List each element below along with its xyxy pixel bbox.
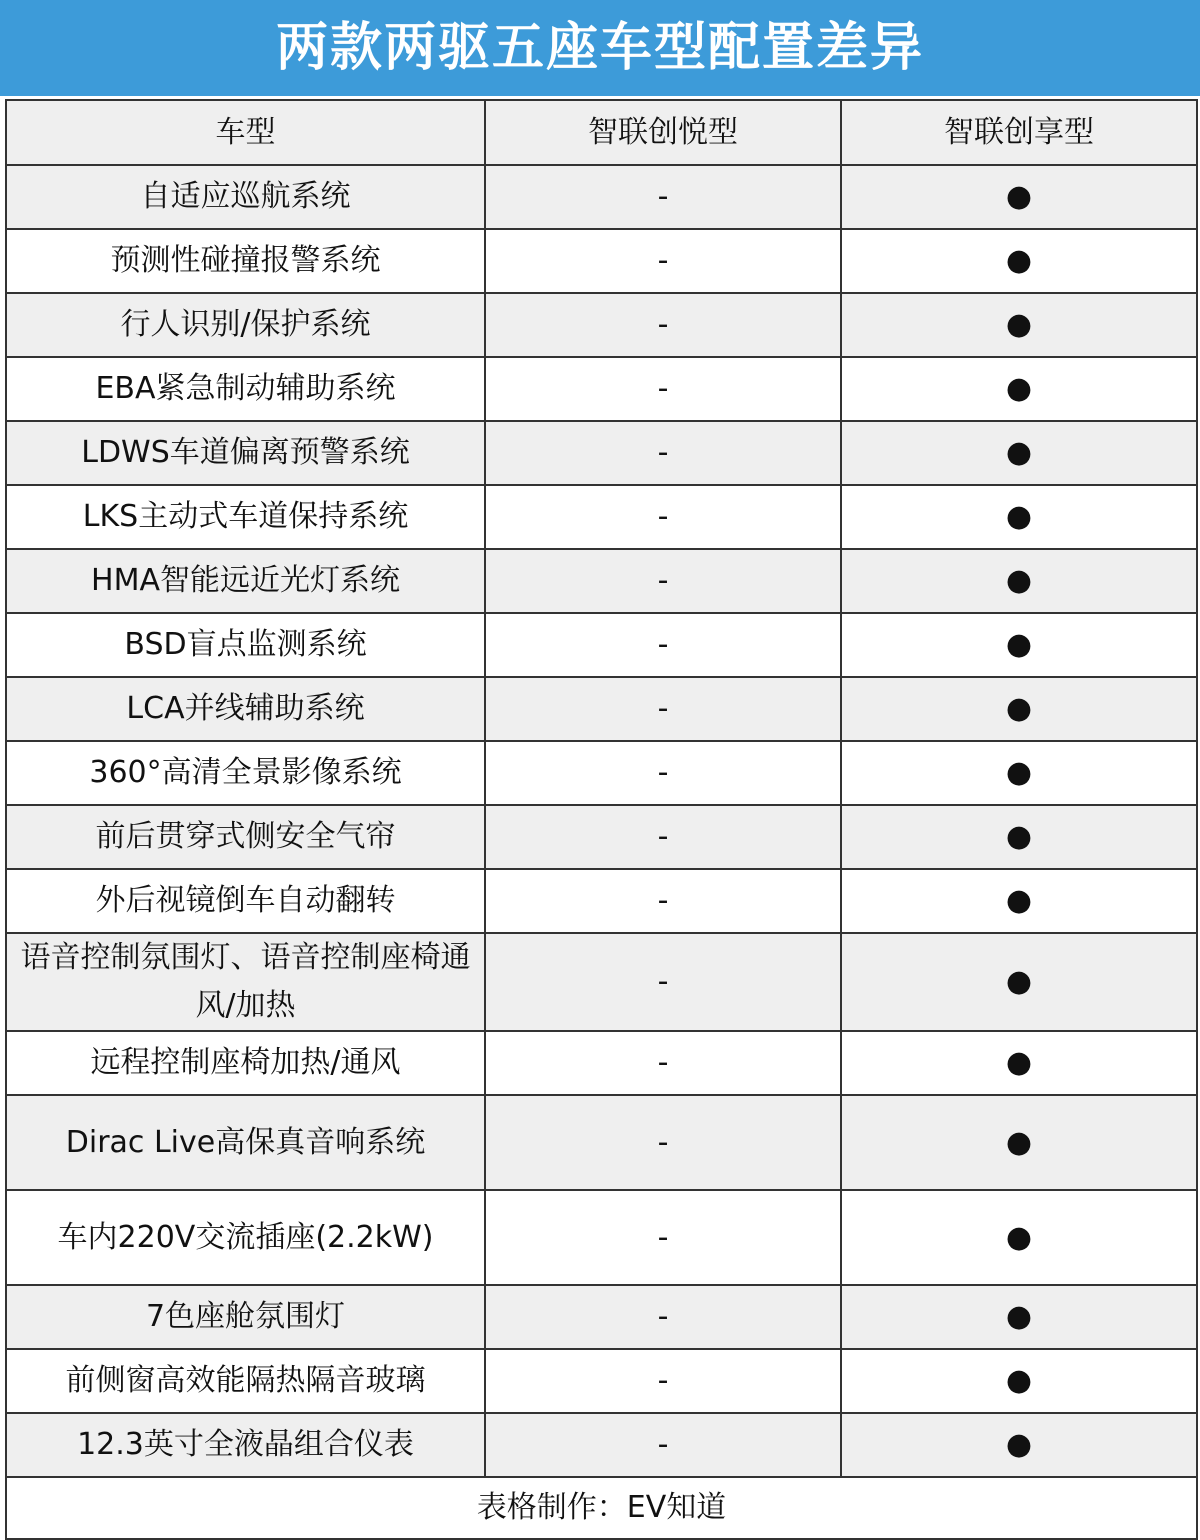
table-header-row	[6, 100, 1197, 165]
trim-1-availability-cell: -	[485, 421, 841, 485]
trim-2-availability-cell: ●	[841, 293, 1197, 357]
trim-1-availability-cell: -	[485, 933, 841, 1031]
table-row	[6, 613, 1197, 677]
table-row	[6, 677, 1197, 741]
trim-2-availability-cell: ●	[841, 165, 1197, 229]
feature-name-cell: 外后视镜倒车自动翻转	[6, 869, 485, 933]
table-footer-row	[6, 1477, 1197, 1539]
trim-2-availability-cell: ●	[841, 613, 1197, 677]
feature-name-cell: 车内220V交流插座(2.2kW)	[6, 1190, 485, 1285]
feature-name-cell: 语音控制氛围灯、语音控制座椅通风/加热	[6, 933, 485, 1031]
column-header-model: 车型	[6, 100, 485, 165]
trim-1-availability-cell: -	[485, 677, 841, 741]
trim-1-availability-cell: -	[485, 229, 841, 293]
page-title: 两款两驱五座车型配置差异	[275, 18, 924, 78]
table-row	[6, 357, 1197, 421]
trim-1-availability-cell: -	[485, 741, 841, 805]
trim-2-availability-cell: ●	[841, 1413, 1197, 1477]
table-row	[6, 1190, 1197, 1285]
trim-2-availability-cell: ●	[841, 933, 1197, 1031]
feature-name-cell: LKS主动式车道保持系统	[6, 485, 485, 549]
table-row	[6, 1031, 1197, 1095]
table-row	[6, 805, 1197, 869]
trim-2-availability-cell: ●	[841, 421, 1197, 485]
feature-name-cell: EBA紧急制动辅助系统	[6, 357, 485, 421]
trim-2-availability-cell: ●	[841, 549, 1197, 613]
column-header-trim-2: 智联创享型	[841, 100, 1197, 165]
trim-2-availability-cell: ●	[841, 229, 1197, 293]
trim-1-availability-cell: -	[485, 293, 841, 357]
table-row	[6, 165, 1197, 229]
table-row	[6, 293, 1197, 357]
trim-1-availability-cell: -	[485, 549, 841, 613]
feature-name-cell: 前后贯穿式侧安全气帘	[6, 805, 485, 869]
feature-name-cell: 行人识别/保护系统	[6, 293, 485, 357]
trim-1-availability-cell: -	[485, 613, 841, 677]
table-row	[6, 933, 1197, 1031]
trim-2-availability-cell: ●	[841, 805, 1197, 869]
trim-2-availability-cell: ●	[841, 1031, 1197, 1095]
trim-2-availability-cell: ●	[841, 1285, 1197, 1349]
table-row	[6, 485, 1197, 549]
feature-name-cell: 7色座舱氛围灯	[6, 1285, 485, 1349]
trim-2-availability-cell: ●	[841, 1349, 1197, 1413]
title-banner	[0, 0, 1200, 96]
table-row	[6, 1095, 1197, 1190]
feature-name-cell: 自适应巡航系统	[6, 165, 485, 229]
trim-1-availability-cell: -	[485, 1190, 841, 1285]
trim-2-availability-cell: ●	[841, 485, 1197, 549]
table-credit: 表格制作：EV知道	[6, 1477, 1197, 1539]
trim-2-availability-cell: ●	[841, 1190, 1197, 1285]
feature-name-cell: 360°高清全景影像系统	[6, 741, 485, 805]
trim-1-availability-cell: -	[485, 357, 841, 421]
feature-name-cell: 预测性碰撞报警系统	[6, 229, 485, 293]
table-row	[6, 741, 1197, 805]
feature-name-cell: LDWS车道偏离预警系统	[6, 421, 485, 485]
trim-2-availability-cell: ●	[841, 677, 1197, 741]
feature-name-cell: BSD盲点监测系统	[6, 613, 485, 677]
trim-1-availability-cell: -	[485, 1349, 841, 1413]
trim-1-availability-cell: -	[485, 1031, 841, 1095]
trim-2-availability-cell: ●	[841, 1095, 1197, 1190]
table-row	[6, 1285, 1197, 1349]
trim-1-availability-cell: -	[485, 165, 841, 229]
trim-1-availability-cell: -	[485, 1095, 841, 1190]
feature-name-cell: 远程控制座椅加热/通风	[6, 1031, 485, 1095]
table-row	[6, 421, 1197, 485]
feature-name-cell: HMA智能远近光灯系统	[6, 549, 485, 613]
column-header-trim-1: 智联创悦型	[485, 100, 841, 165]
table-row	[6, 229, 1197, 293]
trim-1-availability-cell: -	[485, 485, 841, 549]
trim-1-availability-cell: -	[485, 1413, 841, 1477]
config-comparison-table	[5, 99, 1198, 1540]
table-row	[6, 549, 1197, 613]
trim-2-availability-cell: ●	[841, 357, 1197, 421]
trim-2-availability-cell: ●	[841, 741, 1197, 805]
trim-1-availability-cell: -	[485, 1285, 841, 1349]
table-row	[6, 869, 1197, 933]
trim-1-availability-cell: -	[485, 869, 841, 933]
table-row	[6, 1413, 1197, 1477]
feature-name-cell: 前侧窗高效能隔热隔音玻璃	[6, 1349, 485, 1413]
trim-1-availability-cell: -	[485, 805, 841, 869]
feature-name-cell: Dirac Live高保真音响系统	[6, 1095, 485, 1190]
trim-2-availability-cell: ●	[841, 869, 1197, 933]
feature-name-cell: LCA并线辅助系统	[6, 677, 485, 741]
feature-name-cell: 12.3英寸全液晶组合仪表	[6, 1413, 485, 1477]
table-row	[6, 1349, 1197, 1413]
